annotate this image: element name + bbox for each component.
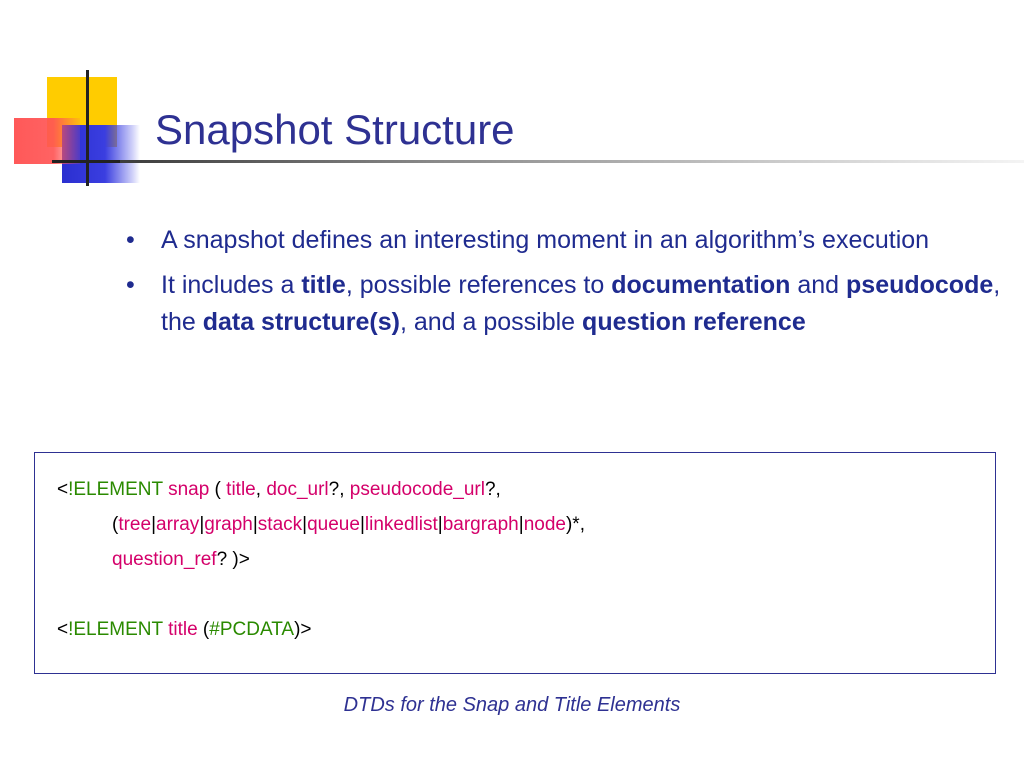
code-element-name: stack xyxy=(257,514,303,535)
bullet-text: , possible references to xyxy=(345,271,612,299)
bullet-bold-term: question reference xyxy=(582,308,806,336)
page-title: Snapshot Structure xyxy=(155,106,515,153)
code-keyword: !ELEMENT xyxy=(68,619,163,640)
code-element-name: node xyxy=(523,514,566,535)
code-separator: | xyxy=(437,514,443,535)
slide-logo-graphic xyxy=(0,0,150,200)
code-element-name: linkedlist xyxy=(364,514,438,535)
code-punct: , xyxy=(255,479,267,500)
code-element-name: tree xyxy=(118,514,152,535)
bullet-text: It includes a xyxy=(161,271,302,299)
bullet-text: , the xyxy=(161,271,1001,336)
code-separator: | xyxy=(518,514,524,535)
code-punct: ?, xyxy=(328,479,350,500)
bullet-text: A snapshot defines an interesting moment in an algorithm’s execution xyxy=(161,226,930,254)
bullet-text: , and a possible xyxy=(399,308,583,336)
code-element-name: graph xyxy=(204,514,253,535)
code-separator: | xyxy=(359,514,365,535)
bullet-bold-term: documentation xyxy=(611,271,791,299)
code-element-name: queue xyxy=(307,514,360,535)
code-punct: < xyxy=(57,479,69,500)
code-punct: )> xyxy=(294,619,312,640)
code-line-title-element xyxy=(57,618,312,642)
code-punct: ?, xyxy=(484,479,501,500)
title-underline xyxy=(120,160,1024,163)
logo-vertical-line xyxy=(86,70,89,186)
logo-red-square xyxy=(14,118,80,164)
code-element-name: array xyxy=(156,514,200,535)
code-keyword: !ELEMENT xyxy=(68,479,163,500)
code-punct: )*, xyxy=(565,514,585,535)
code-element-name: snap xyxy=(168,479,210,500)
code-separator: | xyxy=(199,514,205,535)
code-punct: < xyxy=(57,619,69,640)
figure-caption: DTDs for the Snap and Title Elements xyxy=(343,694,681,716)
code-keyword: #PCDATA xyxy=(209,619,295,640)
bullet-bold-term: pseudocode xyxy=(846,271,994,299)
dtd-code-box xyxy=(34,452,996,674)
code-punct: ? )> xyxy=(216,549,250,570)
bullet-list xyxy=(118,222,1008,349)
code-line-snap-element xyxy=(57,478,501,502)
code-separator: | xyxy=(302,514,308,535)
bullet-bold-term: title xyxy=(301,271,346,299)
code-element-name: question_ref xyxy=(112,549,217,570)
bullet-bold-term: data structure(s) xyxy=(202,308,400,336)
code-element-name: title xyxy=(168,619,198,640)
code-punct: ( xyxy=(209,479,227,500)
bullet-dot-icon: • xyxy=(126,271,135,299)
code-punct: ( xyxy=(112,514,119,535)
code-punct: ( xyxy=(197,619,210,640)
code-element-name: doc_url xyxy=(266,479,329,500)
bullet-item xyxy=(118,222,1008,259)
bullet-text: and xyxy=(790,271,847,299)
code-line-structure-choice xyxy=(112,513,585,537)
code-separator: | xyxy=(151,514,157,535)
code-element-name: bargraph xyxy=(442,514,519,535)
code-line-question-ref xyxy=(112,548,250,572)
bullet-dot-icon: • xyxy=(126,226,135,254)
bullet-item xyxy=(118,267,1008,341)
code-element-name: title xyxy=(226,479,256,500)
code-separator: | xyxy=(252,514,258,535)
code-element-name: pseudocode_url xyxy=(349,479,485,500)
